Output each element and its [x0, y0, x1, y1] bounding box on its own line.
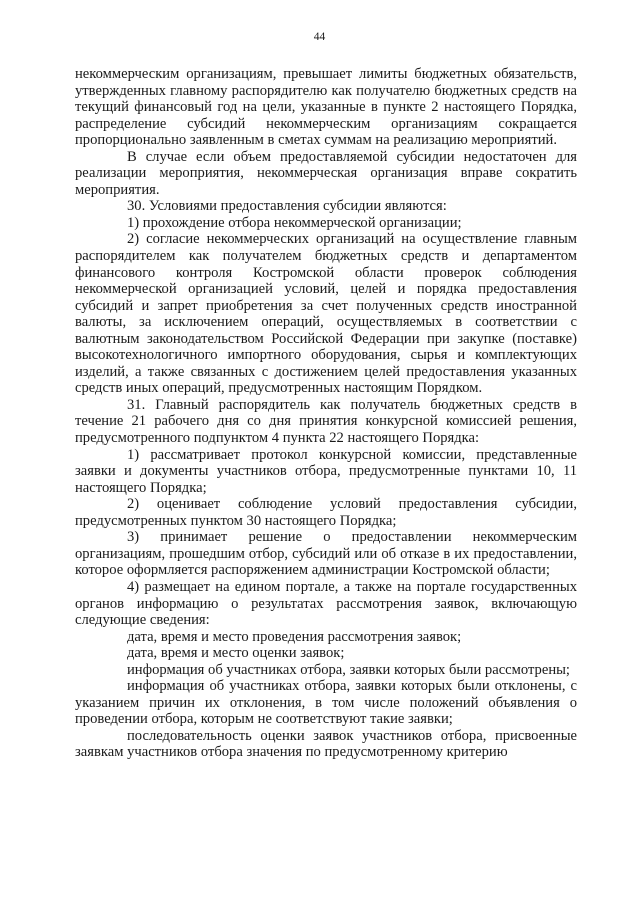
clause-31-item-2: 2) оценивает соблюдение условий предоставления субсидии, предусмотренных пунктом 30 настоящего Порядка; [75, 496, 577, 529]
clause-30-item-1: 1) прохождение отбора некоммерческой организации; [127, 214, 462, 231]
clause-30-item-2: 2) согласие некоммерческих организаций на осуществление главным распорядителем как получателем бюджетных средств и департаментом финансового контроля Костромской области проверок соблюдения некоммерческой организацией условий, целей и порядка предоставления субсидий и запрет приобретения за счет полученных средств иностранной валюты, за исключением операций, осуществляемых в соответствии с валютным законодательством Российской Федерации при закупке (поставке) высокотехнологичного импортного оборудования, сырья и комплектующих изделий, а также связанных с достижением целей предоставления указанных средств иных операций, предусмотренных настоящим Порядком. [75, 231, 577, 397]
info-reviewed-participants: информация об участниках отбора, заявки которых были рассмотрены; [127, 661, 570, 678]
clause-31-item-3: 3) принимает решение о предоставлении некоммерческим организациям, прошедшим отбор, субсидий или об отказе в их предоставлении, которое оформляется распоряжением администрации Костромской области; [75, 529, 577, 579]
paragraph-continuation: некоммерческим организациям, превышает лимиты бюджетных обязательств, утвержденных главному распорядителю как получателю бюджетных средств на текущий финансовый год на цели, указанные в пункте 2 настоящего Порядка, распределение субсидий некоммерческим организациям сокращается пропорционально заявленным в сметах суммам на реализацию мероприятий. [75, 66, 577, 149]
info-evaluation-date: дата, время и место оценки заявок; [127, 645, 345, 662]
info-review-date: дата, время и место проведения рассмотрения заявок; [127, 628, 462, 645]
page-number: 44 [313, 31, 326, 43]
clause-31-item-4: 4) размещает на едином портале, а также на портале государственных органов информацию о результатах рассмотрения заявок, включающую следующие сведения: [75, 578, 577, 629]
info-evaluation-order: последовательность оценки заявок участников отбора, присвоенные заявкам участников отбора значения по предусмотренному критерию [75, 727, 577, 761]
clause-31-item-1: 1) рассматривает протокол конкурсной комиссии, представленные заявки и документы участников отбора, предусмотренные пунктами 10, 11 настоящего Порядка; [75, 446, 577, 496]
clause-31-heading: 31. Главный распорядитель как получатель бюджетных средств в течение 21 рабочего дня со дня принятия конкурсной комиссией решения, предусмотренного подпунктом 4 пункта 22 настоящего Порядка: [75, 396, 577, 447]
info-rejected-participants: информация об участниках отбора, заявки которых были отклонены, с указанием причин их отклонения, в том числе положений объявления о проведении отбора, которым не соответствуют такие заявки; [75, 678, 577, 728]
page-body [75, 66, 577, 761]
paragraph-subsidy-insufficient: В случае если объем предоставляемой субсидии недостаточен для реализации мероприятия, некоммерческая организация вправе сократить мероприятия. [75, 148, 577, 198]
clause-30-heading: 30. Условиями предоставления субсидии являются: [127, 198, 447, 215]
